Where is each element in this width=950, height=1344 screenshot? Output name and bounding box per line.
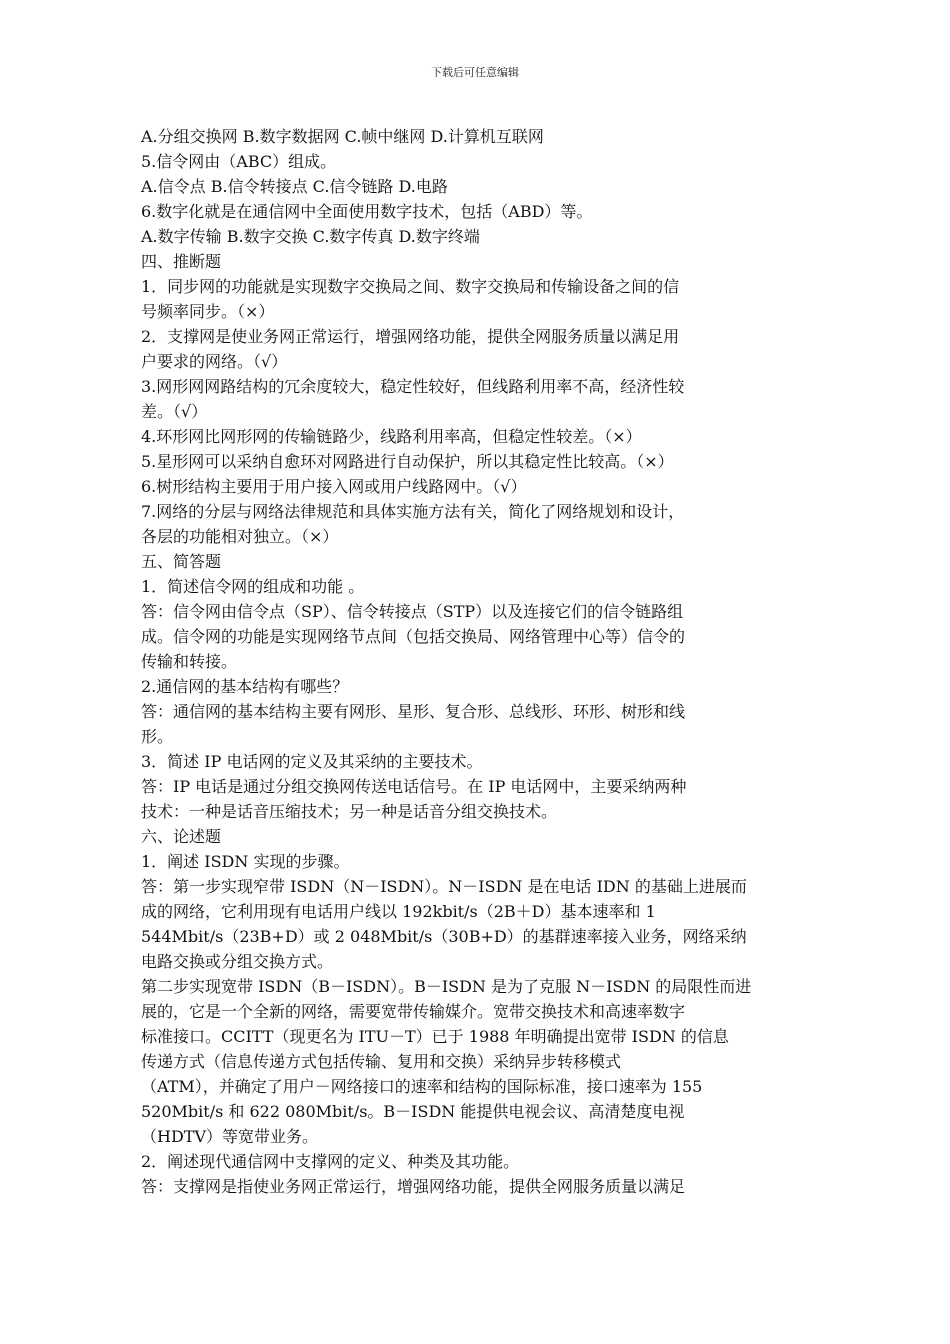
text-line: 技术：一种是话音压缩技术；另一种是话音分组交换技术。 bbox=[141, 802, 558, 821]
text-line: 形。 bbox=[141, 727, 174, 746]
text-line: 2．阐述现代通信网中支撑网的定义、种类及其功能。 bbox=[141, 1152, 520, 1171]
text-line: 传递方式（信息传递方式包括传输、复用和交换）采纳异步转移模式 bbox=[141, 1052, 622, 1071]
text-line: （ATM），并确定了用户－网络接口的速率和结构的国际标准，接口速率为 155 bbox=[141, 1077, 703, 1096]
text-line: 答：IP 电话是通过分组交换网传送电话信号。在 IP 电话网中，主要采纳两种 bbox=[141, 777, 687, 796]
page-header-note: 下载后可任意编辑 bbox=[431, 66, 519, 79]
text-line: 4.环形网比网形网的传输链路少，线路利用率高，但稳定性较差。（×） bbox=[141, 427, 642, 446]
text-line: A.分组交换网 B.数字数据网 C.帧中继网 D.计算机互联网 bbox=[141, 127, 544, 146]
text-line: 答：第一步实现窄带 ISDN（N－ISDN）。N－ISDN 是在电话 IDN 的基础上进展而 bbox=[141, 877, 747, 896]
text-line: 户要求的网络。（√） bbox=[141, 352, 288, 371]
text-line: 第二步实现宽带 ISDN（B－ISDN）。B－ISDN 是为了克服 N－ISDN 的局限性而进 bbox=[141, 977, 752, 996]
text-line: 6.数字化就是在通信网中全面使用数字技术，包括（ABD）等。 bbox=[141, 202, 593, 221]
text-line: 1．简述信令网的组成和功能 。 bbox=[141, 577, 365, 596]
text-line: 544Mbit/s（23B+D）或 2 048Mbit/s（30B+D）的基群速率接入业务，网络采纳 bbox=[141, 927, 747, 946]
text-line: 传输和转接。 bbox=[141, 652, 238, 671]
text-line: （HDTV）等宽带业务。 bbox=[141, 1127, 319, 1146]
text-line: 2.通信网的基本结构有哪些？ bbox=[141, 677, 349, 696]
text-line: A.信令点 B.信令转接点 C.信令链路 D.电路 bbox=[141, 177, 448, 196]
text-line: 号频率同步。（×） bbox=[141, 302, 275, 321]
text-line: 标准接口。CCITT（现更名为 ITU－T）已于 1988 年明确提出宽带 ISDN 的信息 bbox=[141, 1027, 729, 1046]
text-line: 5.信令网由（ABC）组成。 bbox=[141, 152, 337, 171]
text-line: 答：支撑网是指使业务网正常运行，增强网络功能，提供全网服务质量以满足 bbox=[141, 1177, 686, 1196]
text-line: 1．同步网的功能就是实现数字交换局之间、数字交换局和传输设备之间的信 bbox=[141, 277, 680, 296]
text-line: 2．支撑网是使业务网正常运行，增强网络功能，提供全网服务质量以满足用 bbox=[141, 327, 680, 346]
text-line: 1．阐述 ISDN 实现的步骤。 bbox=[141, 852, 350, 871]
text-line: 答：信令网由信令点（SP）、信令转接点（STP）以及连接它们的信令链路组 bbox=[141, 602, 684, 621]
text-line: 成的网络，它利用现有电话用户线以 192kbit/s（2B＋D）基本速率和 1 bbox=[141, 902, 656, 921]
text-line: 六、论述题 bbox=[141, 827, 222, 846]
text-line: 6.树形结构主要用于用户接入网或用户线路网中。（√） bbox=[141, 477, 527, 496]
text-line: 各层的功能相对独立。（×） bbox=[141, 527, 339, 546]
text-line: 5.星形网可以采纳自愈环对网路进行自动保护，所以其稳定性比较高。（×） bbox=[141, 452, 674, 471]
text-line: 3．简述 IP 电话网的定义及其采纳的主要技术。 bbox=[141, 752, 483, 771]
text-line: 四、推断题 bbox=[141, 252, 222, 271]
text-line: 答：通信网的基本结构主要有网形、星形、复合形、总线形、环形、树形和线 bbox=[141, 702, 686, 721]
text-line: 成。信令网的功能是实现网络节点间（包括交换局、网络管理中心等）信令的 bbox=[141, 627, 686, 646]
document-body bbox=[141, 124, 821, 1199]
text-line: 电路交换或分组交换方式。 bbox=[141, 952, 334, 971]
text-line: A.数字传输 B.数字交换 C.数字传真 D.数字终端 bbox=[141, 227, 480, 246]
text-line: 差。（√） bbox=[141, 402, 208, 421]
text-line: 五、简答题 bbox=[141, 552, 222, 571]
text-line: 7.网络的分层与网络法律规范和具体实施方法有关，简化了网络规划和设计， bbox=[141, 502, 685, 521]
text-line: 展的，它是一个全新的网络，需要宽带传输媒介。宽带交换技术和高速率数字 bbox=[141, 1002, 686, 1021]
text-line: 3.网形网网路结构的冗余度较大，稳定性较好，但线路利用率不高，经济性较 bbox=[141, 377, 685, 396]
text-line: 520Mbit/s 和 622 080Mbit/s。B－ISDN 能提供电视会议、高清楚度电视 bbox=[141, 1102, 685, 1121]
